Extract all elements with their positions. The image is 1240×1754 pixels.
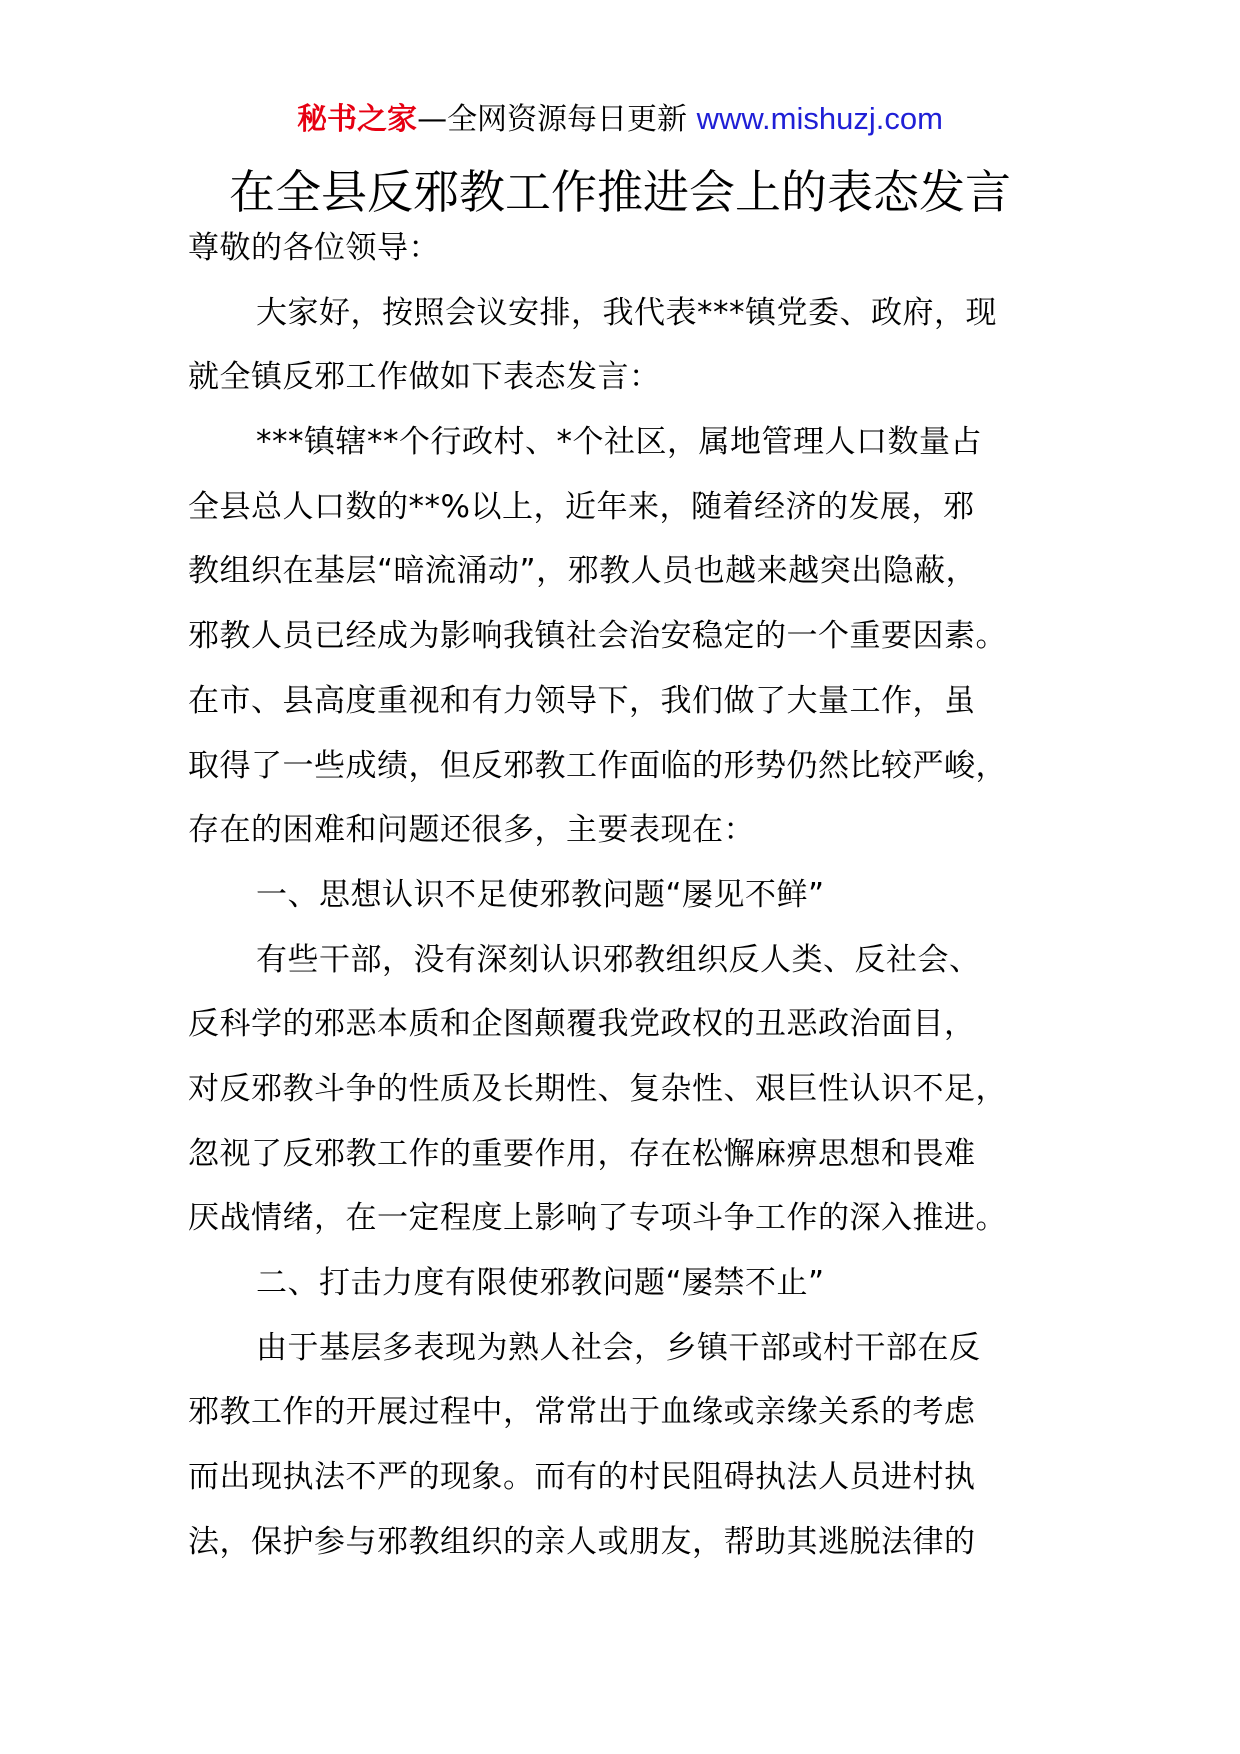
paragraph-line: 反科学的邪恶本质和企图颠覆我党政权的丑恶政治面目， bbox=[188, 1006, 976, 1043]
paragraph-line: 对反邪教斗争的性质及长期性、复杂性、艰巨性认识不足， bbox=[188, 1070, 1007, 1107]
site-brand[interactable]: 秘书之家 bbox=[297, 102, 418, 137]
paragraph-line: 取得了一些成绩，但反邪教工作面临的形势仍然比较严峻， bbox=[188, 747, 1007, 784]
section-heading: 二、打击力度有限使邪教问题“屡禁不止” bbox=[256, 1265, 825, 1301]
paragraph-line: 教组织在基层“暗流涌动”，邪教人员也越来越突出隐蔽， bbox=[188, 553, 978, 590]
paragraph-line: 在市、县高度重视和有力领导下，我们做了大量工作，虽 bbox=[188, 682, 976, 719]
salutation: 尊敬的各位领导： bbox=[188, 230, 440, 266]
paragraph-line: 存在的困难和问题还很多，主要表现在： bbox=[188, 812, 755, 849]
paragraph-line: 邪教工作的开展过程中，常常出于血缘或亲缘关系的考虑 bbox=[188, 1394, 976, 1431]
paragraph-line: 有些干部，没有深刻认识邪教组织反人类、反社会、 bbox=[256, 941, 981, 978]
document-body bbox=[188, 230, 1060, 1588]
site-header bbox=[0, 98, 1240, 141]
paragraph-line: 忽视了反邪教工作的重要作用，存在松懈麻痹思想和畏难 bbox=[188, 1135, 976, 1172]
paragraph-line: 法，保护参与邪教组织的亲人或朋友，帮助其逃脱法律的 bbox=[188, 1523, 976, 1560]
paragraph-line: 全县总人口数的**%以上，近年来，随着经济的发展，邪 bbox=[188, 488, 975, 525]
site-tagline: —全网资源每日更新 bbox=[417, 102, 688, 137]
site-url-link[interactable]: www.mishuzj.com bbox=[696, 101, 943, 136]
paragraph-line: ***镇辖**个行政村、*个社区，属地管理人口数量占 bbox=[256, 424, 982, 461]
section-heading: 一、思想认识不足使邪教问题“屡见不鲜” bbox=[256, 876, 825, 913]
paragraph-line: 大家好，按照会议安排，我代表***镇党委、政府，现 bbox=[256, 294, 997, 331]
paragraph-line: 就全镇反邪工作做如下表态发言： bbox=[188, 359, 661, 396]
paragraph-line: 而出现执法不严的现象。而有的村民阻碍执法人员进村执 bbox=[188, 1459, 976, 1496]
document-title: 在全县反邪教工作推进会上的表态发言 bbox=[229, 165, 1011, 219]
paragraph-line: 由于基层多表现为熟人社会，乡镇干部或村干部在反 bbox=[256, 1329, 981, 1366]
paragraph-line: 邪教人员已经成为影响我镇社会治安稳定的一个重要因素。 bbox=[188, 618, 1007, 655]
paragraph-line: 厌战情绪，在一定程度上影响了专项斗争工作的深入推进。 bbox=[188, 1200, 1007, 1237]
